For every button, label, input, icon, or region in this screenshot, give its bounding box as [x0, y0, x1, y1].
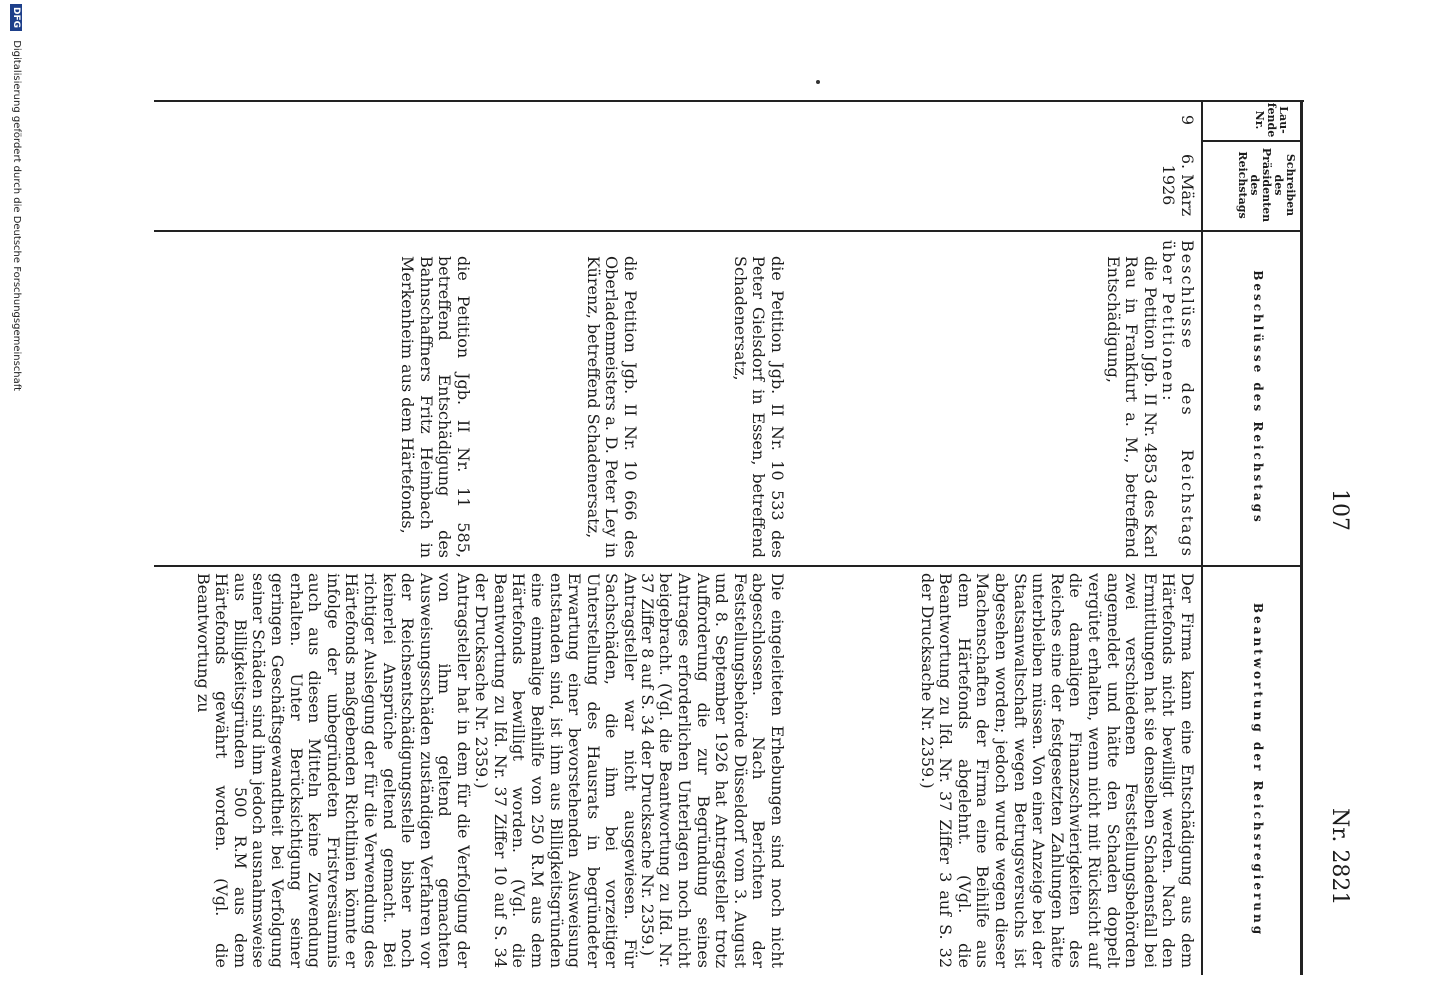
- digitization-footer: [10, 0, 22, 1004]
- antwort-1: Der Firma kann eine Entschädigung aus dem Härtefonds nicht bewilligt werden. Nach den Ermittlungen hat sie denselben Schadensfall bei zwei verschiedenen Feststellungsbehörden angemeldet und hätte den Schaden doppelt vergütet erhalten, wenn nicht mit Rücksicht auf die damaligen Finanzschwierigkeiten des Reiches eine der festgesetzten Zahlungen hätte unterbleiben müssen. Von einer Anzeige bei der Staatsanwaltschaft wegen Betrugsversuchs ist abgesehen worden; jedoch wurde wegen dieser Machenschaften der Firma eine Beihilfe aus dem Härtefonds abgelehnt. (Vgl. die Beantwortung zu lfd. Nr. 37 Ziffer 3 auf S. 32 der Drucksache Nr. 2359.): [917, 573, 1197, 968]
- beschluss-block-4: [398, 256, 472, 558]
- beschluss-intro: Beschlüsse des Reichstags über Petitionen:: [1159, 240, 1197, 558]
- petition-3: die Petition Jgb. II Nr. 10 666 des Oberladenmeisters a. D. Peter Ley in Kürenz, betreffend Schadenersatz,: [583, 256, 640, 558]
- dfg-logo: DFG: [10, 4, 22, 31]
- antwort-4: Antragsteller hat in dem für die Verfolgung der von ihm geltend gemachten Ausweisungsschäden zuständigen Verfahren vor der Reichsentschädigungsstelle bisher noch keinerlei Ansprüche geltend gemacht. Bei richtiger Auslegung der für die Verwendung des Härtefonds maßgebenden Richtlinien könnte er infolge der unbegründeten Fristversäumnis auch aus diesen Mitteln keine Zuwendung erhalten. Unter Berücksichtigung seiner geringen Geschäftsgewandtheit bei Verfolgung seiner Schäden sind ihm jedoch ausnahmsweise aus Billigkeitsgründen 500 R.M aus dem Härtefonds gewährt worden. (Vgl. die Beantwortung zu: [193, 573, 473, 968]
- col-rule-3: [154, 565, 1303, 567]
- scan-speck: [816, 80, 820, 84]
- table-rule-left: [154, 100, 1304, 102]
- document-number: Nr. 2821: [1327, 808, 1352, 906]
- footer-text: Digitalisierung gefördert durch die Deutsche Forschungsgemeinschaft: [11, 40, 22, 392]
- row-date-year: 1926: [1159, 164, 1179, 206]
- petition-1: die Petition Jgb. II Nr. 4853 des Karl Rau in Frankfurt a. M., betreffend Entschädigung,: [1103, 256, 1160, 558]
- antwort-block-3: [472, 573, 639, 968]
- page-number: 107: [1327, 489, 1352, 531]
- column-header-nr: Lau- fende Nr.: [1253, 102, 1290, 138]
- beschluss-block-2: [730, 256, 786, 558]
- column-header-beantwortung: Beantwortung der Reichsregierung: [1251, 602, 1265, 938]
- antwort-block-4: [193, 573, 472, 968]
- beschluss-block-1: [1103, 240, 1196, 558]
- column-header-beschluesse: Beschlüsse des Reichstags: [1251, 270, 1265, 525]
- row-number: 9: [1178, 114, 1197, 126]
- antwort-block-1: [917, 573, 1196, 968]
- row-date: [1159, 140, 1196, 230]
- column-header-schreiben: Schreiben des Präsidenten des Reichstags: [1236, 147, 1297, 223]
- col-rule-2: [154, 230, 1303, 232]
- beschluss-block-3: [583, 256, 639, 558]
- antwort-3: Antragsteller war nicht ausgewiesen. Für Sachschäden, die ihm bei vorzeitiger Unterstellung des Hausrats in begründeter Erwartung einer bevorstehenden Ausweisung entstanden sind, ist ihm aus Billigkeitsgründen eine einmalige Beihilfe von 250 R.M aus dem Härtefonds bewilligt worden. (Vgl. die Beantwortung zu lfd. Nr. 37 Ziffer 10 auf S. 34 der Drucksache Nr. 2359.): [472, 573, 640, 968]
- row-date-day: 6. März: [1178, 153, 1197, 217]
- petition-4: die Petition Jgb. II Nr. 11 585, betreffend Entschädigung des Bahnschaffners Fritz Heimbach in Merkenheim aus dem Härtefonds,: [398, 256, 473, 558]
- petition-2: die Petition Jgb. II Nr. 10 533 des Peter Gielsdorf in Essen, betreffend Schadenersatz,: [730, 256, 787, 558]
- antwort-2: Die eingeleiteten Erhebungen sind noch nicht abgeschlossen. Nach Berichten der Feststellungsbehörde Düsseldorf vom 3. August und 8. September 1926 hat Antragsteller trotz Aufforderung die zur Begründung seines Antrages erforderlichen Unterlagen noch nicht beigebracht. (Vgl. die Beantwortung zu lfd. Nr. 37 Ziffer 8 auf S. 34 der Drucksache Nr. 2359.): [637, 573, 787, 968]
- antwort-block-2: [637, 573, 786, 968]
